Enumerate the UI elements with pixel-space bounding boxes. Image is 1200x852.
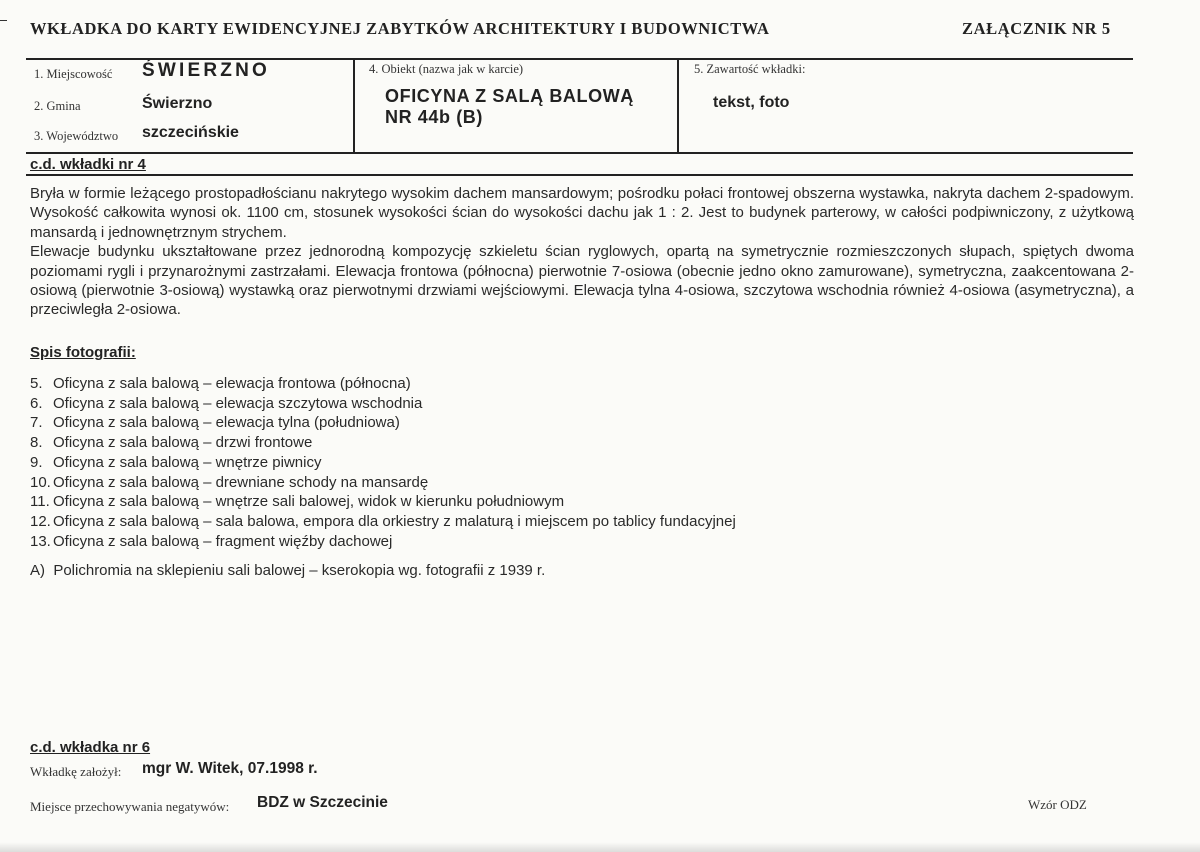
commune-label: 2. Gmina bbox=[34, 99, 81, 113]
created-by-label: Wkładkę założył: bbox=[30, 764, 122, 779]
list-item bbox=[30, 532, 736, 552]
section-divider bbox=[26, 174, 1133, 176]
template-mark: Wzór ODZ bbox=[1028, 797, 1087, 812]
object-value-line1: OFICYNA Z SALĄ BALOWĄ bbox=[385, 86, 634, 106]
photo-caption: Oficyna z sala balową – wnętrze piwnicy bbox=[53, 453, 322, 471]
photos-heading: Spis fotografii: bbox=[30, 344, 136, 361]
voivodeship-value: szczecińskie bbox=[142, 124, 239, 141]
photo-number: 6. bbox=[30, 394, 43, 412]
negatives-value: BDZ w Szczecinie bbox=[257, 794, 388, 811]
photo-caption: Oficyna z sala balową – wnętrze sali balowej, widok w kierunku południowym bbox=[53, 493, 565, 511]
paper-shadow bbox=[0, 842, 1200, 852]
commune-value: Świerzno bbox=[142, 95, 213, 112]
contents-value: tekst, foto bbox=[713, 94, 790, 111]
description-paragraph: Elewacje budynku ukształtowane przez jednorodną kompozycję szkieletu ścian ryglowych, opartą na symetrycznie rozmieszczonych słupach, spiętych dwoma poziomami rygli i przynarożnymi zastrzałami. Elewacja frontowa (północna) pierwotnie 7-osiowa (obecnie jedno okno zamurowane), symetryczna, zaakcentowana 2-osiową (pierwotnie 3-osiową) wystawką oraz pierwotnymi drzwiami wejściowymi. Elewacja tylna 4-osiowa, szczytowa wschodnia również 4-osiowa (asymetryczna), a przeciwległa 2-osiowa. bbox=[30, 243, 1134, 319]
table-divider-2 bbox=[677, 58, 679, 154]
photo-list bbox=[30, 374, 736, 551]
contents-label: 5. Zawartość wkładki: bbox=[694, 62, 806, 76]
photo-caption: Oficyna z sala balową – drzwi frontowe bbox=[53, 434, 313, 452]
description-text bbox=[30, 184, 1134, 320]
photo-number: 5. bbox=[30, 375, 43, 392]
photo-number: 9. bbox=[30, 453, 43, 471]
photo-caption: Oficyna z sala balową – fragment więźby dachowej bbox=[53, 532, 393, 550]
locality-value: ŚWIERZNO bbox=[142, 60, 270, 81]
photo-number: 10. bbox=[30, 473, 51, 491]
negatives-label: Miejsce przechowywania negatywów: bbox=[30, 799, 230, 814]
photo-number: 7. bbox=[30, 414, 43, 432]
voivodeship-label: 3. Województwo bbox=[34, 129, 119, 143]
photo-caption: Oficyna z sala balową – elewacja tylna (południowa) bbox=[53, 414, 400, 432]
list-item bbox=[30, 453, 736, 473]
photo-caption: Oficyna z sala balową – elewacja szczytowa wschodnia bbox=[53, 394, 423, 412]
continued-heading: c.d. wkładka nr 6 bbox=[30, 739, 151, 756]
list-item bbox=[30, 394, 736, 414]
photo-number: 13. bbox=[30, 532, 51, 550]
annex-number: ZAŁĄCZNIK NR 5 bbox=[962, 19, 1111, 38]
continuation-heading: c.d. wkładki nr 4 bbox=[30, 156, 146, 173]
appendix-item: A) Polichromia na sklepieniu sali balowej – kserokopia wg. fotografii z 1939 r. bbox=[30, 562, 546, 579]
page-edge-mark bbox=[0, 20, 7, 21]
table-bottom-border bbox=[26, 152, 1133, 154]
photo-number: 12. bbox=[30, 512, 51, 530]
photo-caption: Oficyna z sala balową – drewniane schody na mansardę bbox=[53, 473, 429, 491]
list-item bbox=[30, 473, 736, 493]
object-label: 4. Obiekt (nazwa jak w karcie) bbox=[369, 62, 524, 76]
photo-caption: Oficyna z sala balową – elewacja frontowa (północna) bbox=[53, 375, 411, 392]
list-item bbox=[30, 512, 736, 532]
list-item bbox=[30, 492, 736, 512]
photo-number: 8. bbox=[30, 434, 43, 452]
form-title: WKŁADKA DO KARTY EWIDENCYJNEJ ZABYTKÓW ARCHITEKTURY I BUDOWNICTWA bbox=[30, 19, 770, 38]
photo-caption: Oficyna z sala balową – sala balowa, empora dla orkiestry z malaturą i miejscem po tablicy fundacyjnej bbox=[53, 512, 736, 530]
list-item bbox=[30, 433, 736, 453]
description-paragraph: Bryła w formie leżącego prostopadłościanu nakrytego wysokim dachem mansardowym; pośrodku połaci frontowej obszerna wystawka, nakryta dachem 2-spadowym. Wysokość całkowita wynosi ok. 1100 cm, stosunek wysokości ścian do wysokości dachu jak 1 : 2. Jest to budynek parterowy, w całości podpiwniczony, z użytkową mansardą i jednownętrznym strychem. bbox=[30, 185, 1134, 241]
photo-number: 11. bbox=[30, 493, 50, 511]
list-item bbox=[30, 413, 736, 433]
object-value-line2: NR 44b (B) bbox=[385, 107, 484, 127]
list-item bbox=[30, 374, 736, 394]
created-by-value: mgr W. Witek, 07.1998 r. bbox=[142, 760, 318, 777]
locality-label: 1. Miejscowość bbox=[34, 67, 113, 81]
table-divider-1 bbox=[353, 58, 355, 154]
